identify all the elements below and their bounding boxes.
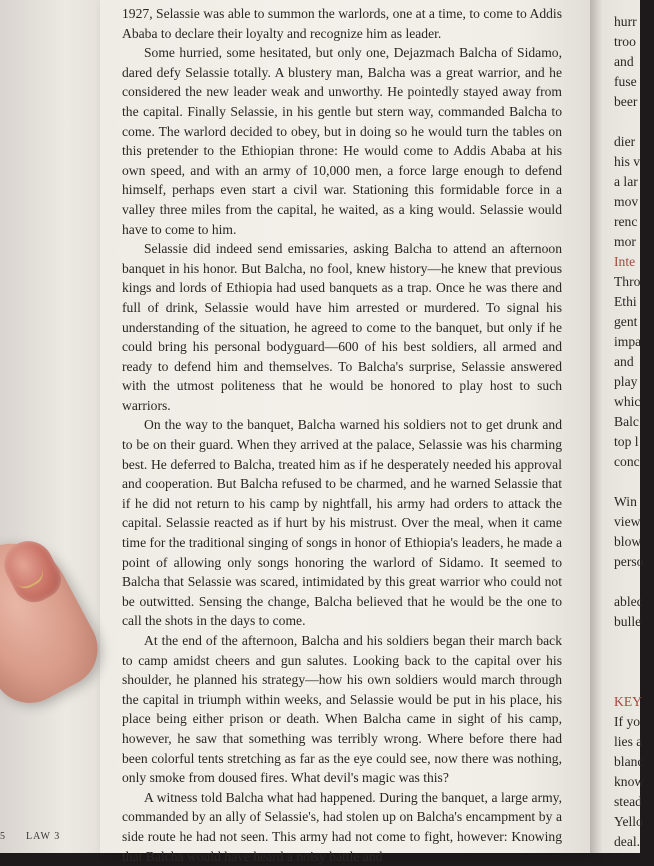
table-surface [0,0,110,853]
fragment: beer [614,94,638,109]
fragment: Balc [614,414,639,429]
fragment: impa [614,334,642,349]
fragment: his v [614,154,641,169]
fragment: view [614,514,641,529]
paragraph: At the end of the afternoon, Balcha and his soldiers began their march back to camp amidst cheers and gun salutes. Looking back to the capital over his shoulder, he planned his strategy—how his own soldiers would march through the capital in triumph within weeks, and Selassie would be put in his place, his place being either prison or death. When Balcha came in sight of his camp, however, he saw that something was terribly wrong. Where before there had been colorful tents stretching as far as the eye could see, now there was nothing, only smoke from doused fires. What devil's magic was this? [122,633,562,786]
fragment: lies a [614,734,643,749]
fragment: bulle [614,614,642,629]
fragment: top l [614,434,639,449]
fragment: whic [614,394,641,409]
fragment: fuse [614,74,637,89]
fragment: renc [614,214,638,229]
fragment: If yo [614,714,641,729]
fragment: know [614,774,645,789]
paragraph: Selassie did indeed send emissaries, asking Balcha to attend an afternoon banquet in his honor. But Balcha, no fool, knew history—he knew that previous kings and lords of Ethiopia had used banquets as a trap. Once he was there and full of drink, Selassie would have him arrested or murdered. To signal his understanding of the situation, he agreed to come to the banquet, but only if he could bring his personal bodyguard—600 of his best soldiers, all armed and ready to defend him and themselves. To Balcha's surprise, Selassie answered with the utmost politeness that he would be honored to play host to such warriors. [122,241,562,413]
fragment: a lar [614,174,638,189]
fragment: troo [614,34,636,49]
fragment: conc [614,454,640,469]
fragment: perso [614,554,644,569]
paragraph: On the way to the banquet, Balcha warned his soldiers not to get drunk and to be on their guard. When they arrived at the palace, Selassie was his charming best. He deferred to Balcha, treated him as if he desperately needed his approval and cooperation. But Balcha refused to be charmed, and he warned Selassie that if he did not return to his camp by nightfall, his army had orders to attack the capital. Selassie reacted as if hurt by his mistrust. Over the meal, when it came time for the traditional singing of songs in honor of Ethiopia's leaders, he made a point of allowing only songs honoring the warlord of Sidamo. It seemed to Balcha that Selassie was scared, intimidated by this great warrior who could not be outwitted. Sensing the change, Balcha believed that he would be the one to call the shots in the days to come. [122,417,562,629]
fragment: and [614,54,634,69]
page-body-text [122,4,562,866]
fragment: play [614,374,638,389]
running-head: LAW 3 [26,831,61,842]
fragment: Ethi [614,294,637,309]
fragment: ablec [614,594,643,609]
page-number: 5 [0,831,5,842]
fragment: blanc [614,754,644,769]
fragment: Win [614,494,637,509]
fragment: mov [614,194,639,209]
fragment: blow [614,534,642,549]
paragraph: Some hurried, some hesitated, but only one, Dejazmach Balcha of Sidamo, dared defy Selassie totally. A blustery man, Balcha was a great warrior, and he considered the new leader weak and unworthy. He pointedly stayed away from the capital. Finally Selassie, in his gentle but stern way, commanded Balcha to come. The warlord decided to obey, but in doing so he would turn the tables on this pretender to the Ethiopian throne: He would come to Addis Ababa at his own speed, and with an army of 10,000 men, a force large enough to defend himself, perhaps even start a civil war. Stationing this formidable force in a valley three miles from the capital, he waited, as a king would. Selassie would have to come to him. [122,45,562,237]
fragment: stead [614,794,642,809]
fragment: deal. [614,834,641,849]
fragment: Yello [614,814,643,829]
fragment: hurr [614,14,637,29]
page-footer [0,829,110,847]
paragraph: 1927, Selassie was able to summon the warlords, one at a time, to come to Addis Ababa to declare their loyalty and recognize him as leader. [122,6,562,41]
section-heading-fragment: KEY [614,694,642,709]
fragment: gent [614,314,638,329]
fragment: dier [614,134,636,149]
fragment: Thro [614,274,641,289]
fragment: and [614,354,634,369]
paragraph: A witness told Balcha what had happened. During the banquet, a large army, commanded by an ally of Selassie's, had stolen up on Balcha's encampment by a side route he had not seen. This army had not come to fight, however: Knowing that Balcha would have heard a noisy battle and [122,789,562,864]
fragment: mor [614,234,636,249]
section-heading-fragment: Inte [614,254,636,269]
